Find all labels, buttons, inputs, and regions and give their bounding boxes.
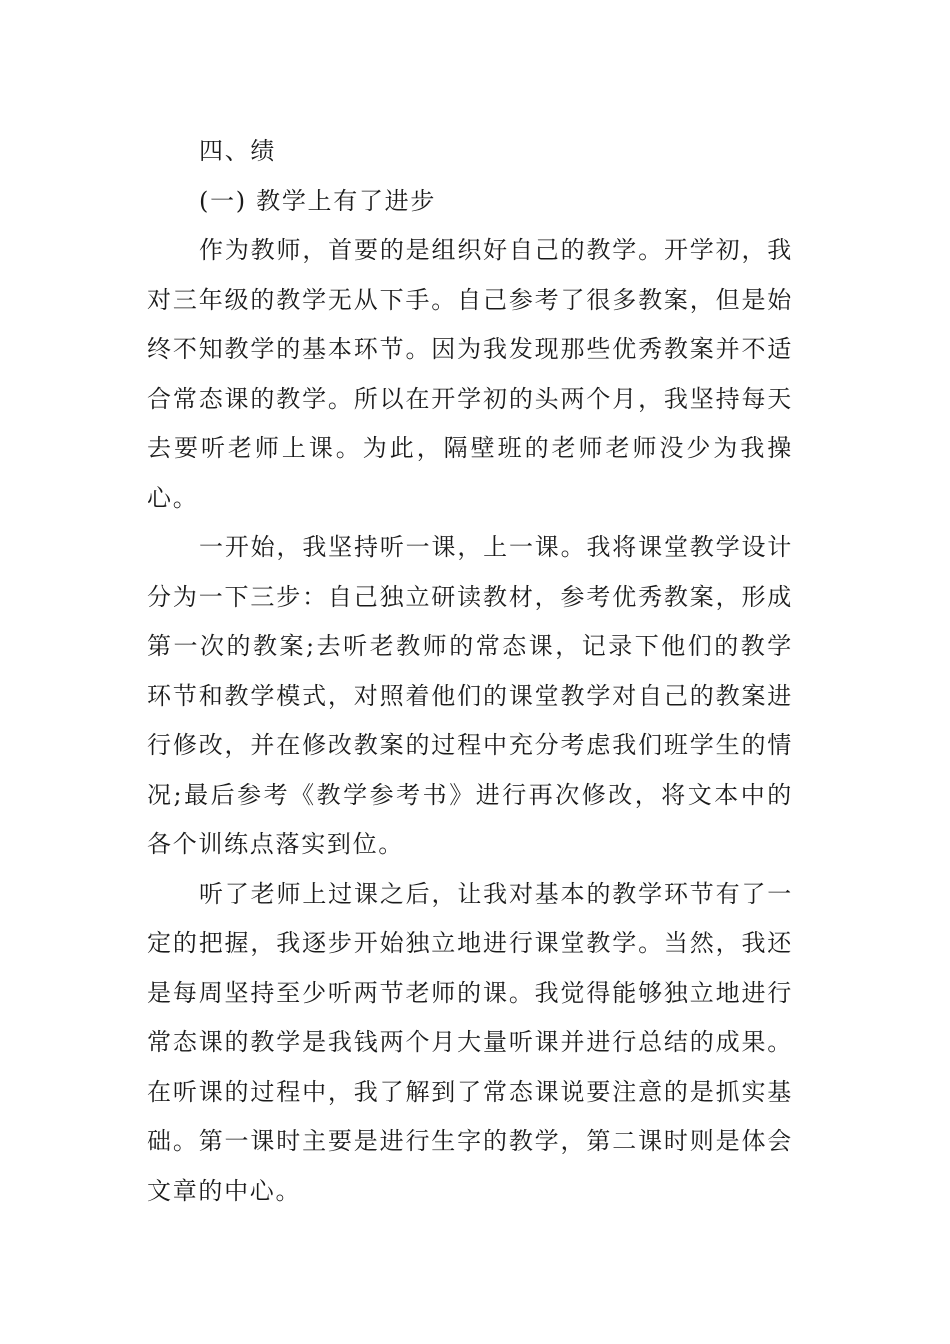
section-heading: 四、绩: [199, 137, 277, 165]
paragraph-3: 听了老师上过课之后，让我对基本的教学环节有了一定的把握，我逐步开始独立地进行课堂教学。当然，我还是每周坚持至少听两节老师的课。我觉得能够独立地进行常态课的教学是我钱两个月大量听课并进行总结的成果。在听课的过程中，我了解到了常态课说要注意的是抓实基础。第一课时主要是进行生字的教学，第二课时则是体会文章的中心。: [147, 879, 793, 1205]
paragraph-1: 作为教师，首要的是组织好自己的教学。开学初，我对三年级的教学无从下手。自己参考了很多教案，但是始终不知教学的基本环节。因为我发现那些优秀教案并不适合常态课的教学。所以在开学初的头两个月，我坚持每天去要听老师上课。为此，隔壁班的老师老师没少为我操心。: [147, 236, 793, 512]
paragraph-2: 一开始，我坚持听一课，上一课。我将课堂教学设计分为一下三步：自己独立研读教材，参考优秀教案，形成第一次的教案;去听老教师的常态课，记录下他们的教学环节和教学模式，对照着他们的课堂教学对自己的教案进行修改，并在修改教案的过程中充分考虑我们班学生的情况;最后参考《教学参考书》进行再次修改，将文本中的各个训练点落实到位。: [147, 533, 793, 858]
sub-heading: (一) 教学上有了进步: [199, 186, 437, 215]
document-body: [147, 127, 793, 1216]
